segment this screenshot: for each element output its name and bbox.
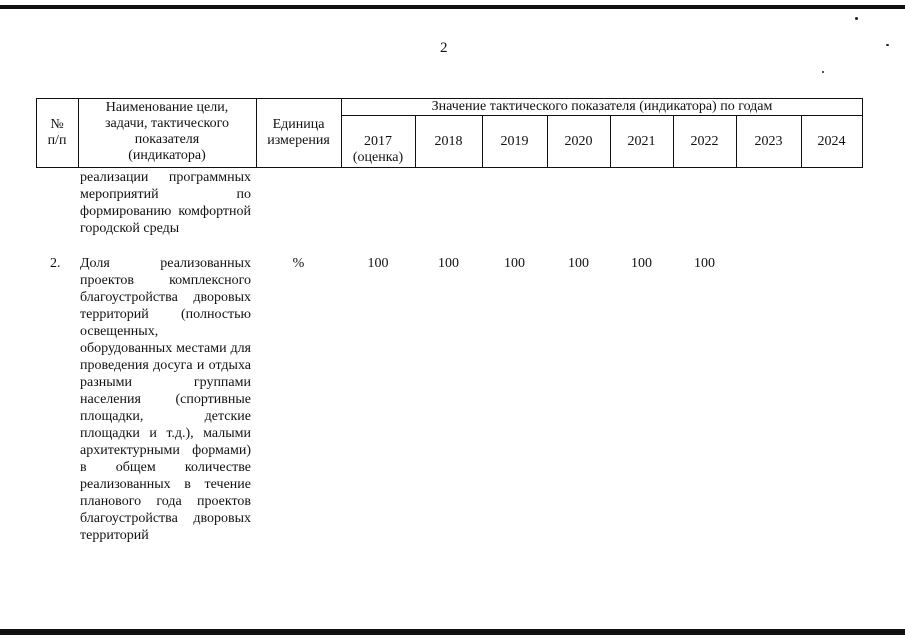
scan-speck: [822, 71, 824, 73]
header-col-name: [78, 100, 256, 164]
header-col-unit-line: Единица: [272, 117, 325, 132]
value-2022: 100: [694, 256, 715, 271]
header-col-name-line: Наименование цели,: [105, 100, 229, 115]
value-2021: 100: [631, 256, 652, 271]
header-col-name-line: (индикатора): [128, 148, 206, 163]
header-year-note: (оценка): [352, 150, 404, 165]
header-col-name-line: задачи, тактического: [104, 116, 230, 131]
scan-speck: [886, 44, 889, 46]
header-year-2021: 2021: [627, 134, 656, 149]
value-2017: 100: [367, 256, 389, 271]
value-2018: 100: [438, 256, 459, 271]
value-2019: 100: [504, 256, 525, 271]
indicator-name: Доля реализованных проектов комплексного благоустройства дворовых территорий (полностью освещенных, оборудованных местами для проведения досуга и отдыха разными группами населения (спортивные площадки, детские площадки и т.д.), малыми архитектурными формами) в общем количестве реализованных в течение планового года проектов благоустройства дворовых территорий: [80, 256, 251, 543]
header-col-number: [36, 117, 78, 149]
header-year-2019: 2019: [500, 134, 529, 149]
value-2020: 100: [568, 256, 589, 271]
indicator-unit: %: [292, 256, 305, 271]
page-number: 2: [440, 40, 448, 56]
header-year-2022: 2022: [690, 134, 719, 149]
header-col-unit-line: измерения: [267, 133, 330, 148]
continuation-text: реализации программных мероприятий по формированию комфортной городской среды: [80, 170, 251, 236]
header-year-label: 2017: [364, 134, 392, 149]
header-year-2018: 2018: [434, 134, 463, 149]
header-year-2020: 2020: [564, 134, 593, 149]
row-number: 2.: [50, 256, 61, 271]
header-col-name-line: показателя: [134, 132, 200, 147]
header-col-number-line: п/п: [47, 133, 67, 148]
scan-speck: [855, 17, 858, 20]
header-col-number-line: №: [50, 117, 64, 132]
header-year-2017: [341, 134, 415, 166]
indicator-table-header: [36, 98, 863, 168]
header-col-unit: [256, 117, 341, 149]
header-year-2023: 2023: [754, 134, 783, 149]
years-group-divider: [341, 115, 863, 116]
table-border-bottom: [36, 167, 863, 168]
top-border-line: [0, 5, 905, 9]
bottom-border-line: [0, 629, 905, 635]
header-year-2024: 2024: [817, 134, 846, 149]
header-years-group: Значение тактического показателя (индикатора) по годам: [431, 99, 773, 114]
